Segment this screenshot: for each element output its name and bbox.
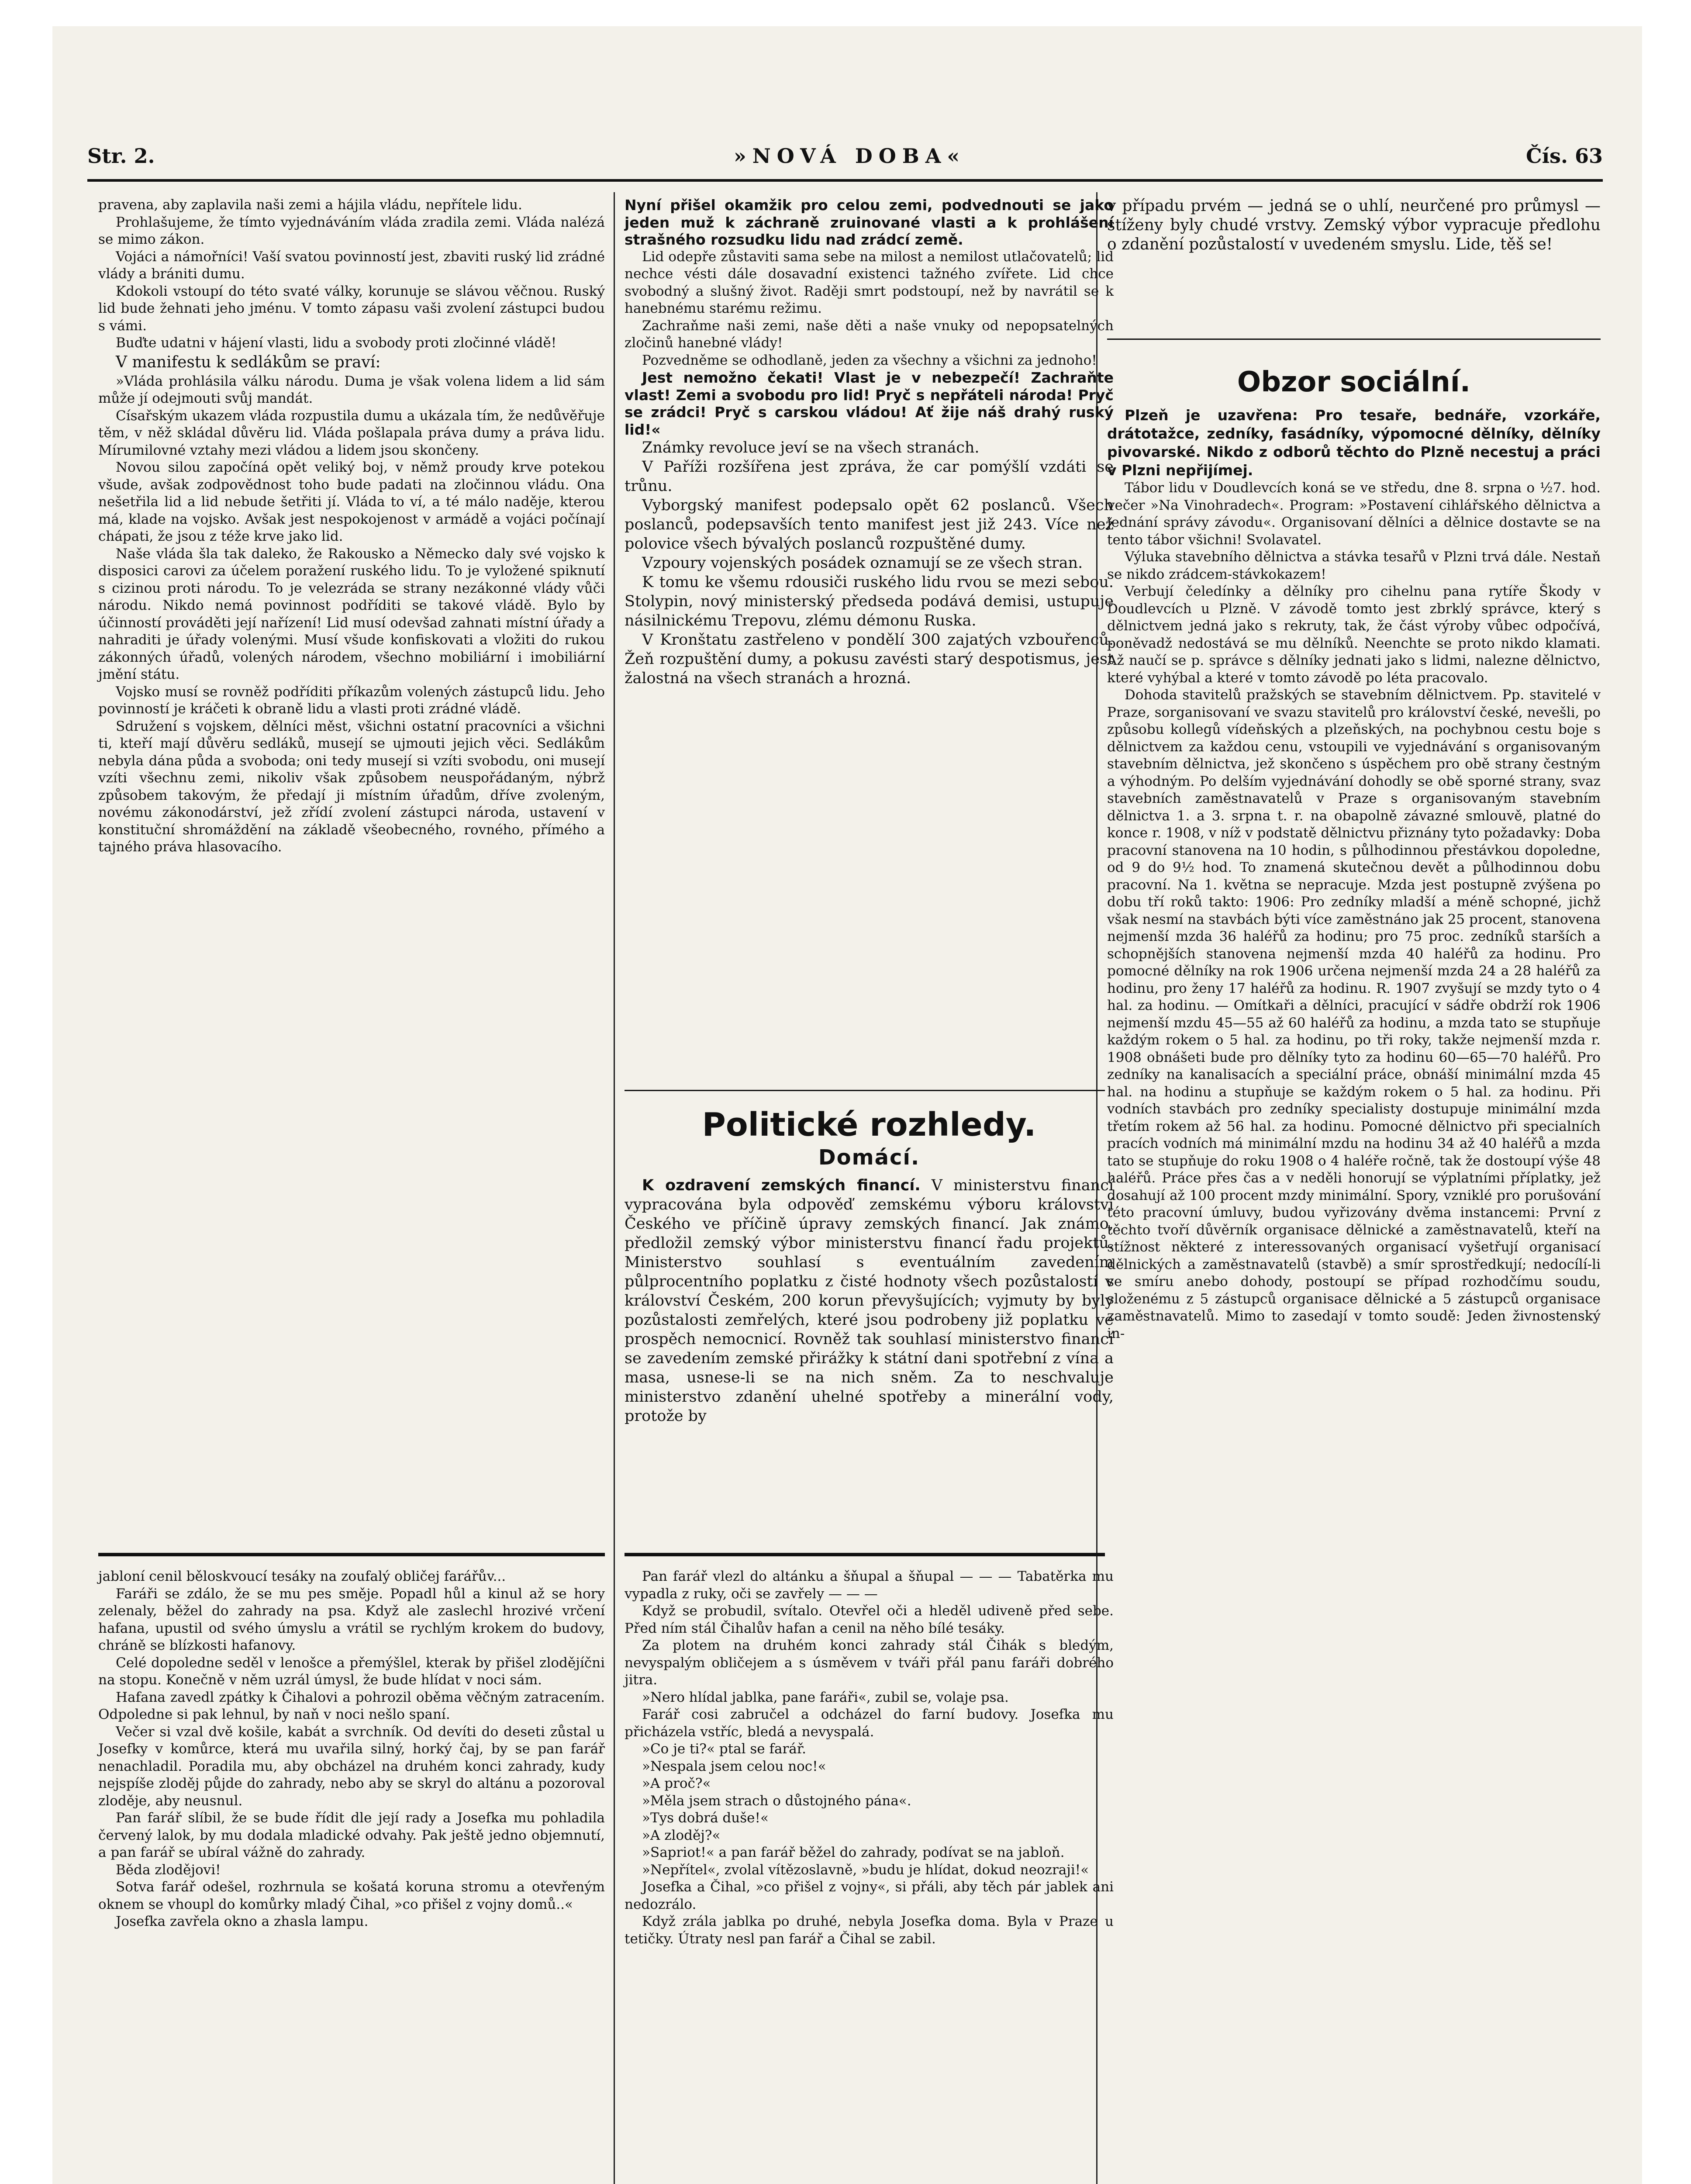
paragraph: Nyní přišel okamžik pro celou zemi, podvednouti se jako jeden muž k záchraně zruinované vlasti a k prohlášení strašného rozsudku lidu nad zrádcí země. — [625, 197, 1114, 248]
paragraph: jabloní cenil běloskvoucí tesáky na zoufalý obličej farářův... — [98, 1569, 506, 1584]
paragraph: v případu prvém — jedná se o uhlí, neurčené pro průmysl — stíženy byly chudé vrstvy. Zemský výbor vypracuje předlohu o zdanění pozůstalostí v uvedeném smyslu. Lide, těš se! — [1107, 197, 1601, 253]
paragraph: »Tys dobrá duše!« — [642, 1810, 769, 1826]
paragraph: Císařským ukazem vláda rozpustila dumu a ukázala tím, že nedůvěřuje těm, v něž skládal důvěru lid. Vláda pošlapala práva dumy a práva lidu. Mírumilovné vztahy mezi vládou a lidem jsou skončeny. — [98, 408, 605, 458]
article-manifesto-part1 — [98, 197, 605, 856]
paragraph: Vzpoury vojenských posádek oznamují se ze všech stran. — [642, 554, 1083, 572]
column-divider — [614, 192, 615, 2184]
paragraph: Když zrála jablka po druhé, nebyla Josefka doma. Byla v Praze u tetičky. Útraty nesl pan farář a Čihal se zabil. — [625, 1914, 1114, 1947]
header-rule — [87, 179, 1603, 182]
page-header — [87, 144, 1603, 175]
section-rule — [98, 1553, 605, 1556]
paragraph: »Nero hlídal jablka, pane faráři«, zubil se, volaje psa. — [642, 1689, 1009, 1705]
article-manifesto-part2 — [625, 197, 1114, 688]
paragraph: K tomu ke všemu rdousiči ruského lidu rvou se mezi sebou. Stolypin, nový ministerský předseda podává demisi, ustupuje násilnickému Trepovu, zlému démonu Ruska. — [625, 574, 1114, 629]
paragraph: pravena, aby zaplavila naši zemi a hájila vládu, nepřítele lidu. — [98, 197, 522, 213]
paragraph: Běda zlodějovi! — [116, 1862, 221, 1878]
paragraph: Vyborgský manifest podepsalo opět 62 poslanců. Všech poslanců, podepsavších tento manifest jest již 243. Více než polovice všech bývalých poslanců rozpuštěné dumy. — [625, 497, 1114, 553]
politics-lead: K ozdravení zemských financí. — [642, 1177, 921, 1194]
paragraph: Naše vláda šla tak daleko, že Rakousko a Německo daly své vojsko k disposici carovi za účelem poražení ruského lidu. To je vyložené spiknutí s cizinou proti národu. To je velezráda se strany nezákonné vlády vůči národu. Nikdo nemá povinnost podříditi se takové vládě. Bylo by účinností prováděti její nařízení! Lid musí odevšad zahnati místní úřady a nahraditi je úřady volenými. Musí všude konfiskovati a vložiti do rukou zákonných úřadů, volených národem, všechno mobiliární i imobiliární jmění státu. — [98, 546, 605, 682]
paragraph: »A proč?« — [642, 1776, 711, 1791]
paragraph: »Co je ti?« ptal se farář. — [642, 1741, 807, 1757]
paragraph: Celé dopoledne seděl v lenošce a přemýšlel, kterak by přišel zlodějíčni na stopu. Konečně v něm uzrál úmysl, že bude hlídat v noci sám. — [98, 1655, 605, 1688]
paragraph: Známky revoluce jeví se na všech stranách. — [642, 439, 980, 456]
feuilleton-part2 — [625, 1568, 1114, 1948]
paragraph: Vojsko musí se rovněž podříditi příkazům volených zástupců lidu. Jeho povinností je kráčeti k obraně lidu a vlasti proti zrádné vládě. — [98, 684, 605, 717]
paragraph: V Kronštatu zastřeleno v pondělí 300 zajatých vzbouřenců. Žeň rozpuštění dumy, a pokusu zavésti starý despotismus, jest žalostná na všech stranách a hrozná. — [625, 631, 1114, 687]
politics-section — [625, 1105, 1114, 1426]
social-title-block — [1107, 363, 1601, 402]
paragraph: Pan farář slíbil, že se bude řídit dle její rady a Josefka mu pohladila červený lalok, by mu dodala mladické odvahy. Pak ještě jedno objemnutí, a pan farář se ubíral vážně do zahrady. — [98, 1810, 605, 1860]
paragraph: Sotva farář odešel, rozhrnula se košatá koruna stromu a otevřeným oknem se vhoupl do komůrky mladý Čihal, »co přišel z vojny domů..« — [98, 1879, 605, 1912]
paragraph: Pozvedněme se odhodlaně, jeden za všechny a všichni za jednoho! — [642, 352, 1097, 368]
social-item: Tábor lidu v Doudlevcích koná se ve středu, dne 8. srpna o ½7. hod. večer »Na Vinohradech«. Program: »Postavení cihlářského dělnictva a jednání správy závodu«. Organisovaní dělníci a dělnice dostavte se na tento tábor všichni! Svolavatel. — [1107, 480, 1601, 548]
social-item: Verbují čeledínky a dělníky pro cihelnu pana rytíře Škody v Doudlevcích u Plzně. V závodě tomto jest zbrklý správce, který s dělnictvem jedná jako s rekruty, tak, že část výroby vůbec odpočívá, poněvadž nedostává se mu dělníků. Neenchte se proto nikdo klamati. Až naučí se p. správce s dělníky jednati jako s lidmi, nalezne dělnictvo, které vyhýbal a které v tomto závodě po léta pracovalo. — [1107, 584, 1601, 686]
paragraph: V manifestu k sedlákům se praví: — [116, 353, 381, 371]
paragraph: Za plotem na druhém konci zahrady stál Čihák s bledým, nevyspalým obličejem a s úsměvem v tváři přál panu faráři dobrého jitra. — [625, 1638, 1114, 1688]
feuilleton-part1 — [98, 1568, 605, 1931]
paragraph: Kdokoli vstoupí do této svaté války, korunuje se slávou věčnou. Ruský lid bude žehnati jeho jménu. V tomto zápasu vaši zvolení zástupci budou s vámi. — [98, 283, 605, 334]
section-rule — [1107, 339, 1601, 340]
paragraph: Vojáci a námořníci! Vaší svatou povinností jest, zbaviti ruský lid zrádné vlády a brániti dumu. — [98, 249, 605, 282]
paragraph: Večer si vzal dvě košile, kabát a svrchník. Od devíti do deseti zůstal u Josefky v komůrce, která mu uvařila silný, horký čaj, by se pan farář nenachladil. Poradila mu, aby obcházel na druhém konci zahrady, kudy nejspíše zloděj půjde do zahrady, nebo aby se skryl do altánu a pozoroval zloděje, aby neusnul. — [98, 1724, 605, 1809]
paragraph: »Vláda prohlásila válku národu. Duma je však volena lidem a lid sám může jí odejmouti svůj mandát. — [98, 373, 605, 406]
paragraph: Pan farář vlezl do altánku a šňupal a šňupal — — — Tabatěrka mu vypadla z ruky, oči se zavřely — — — — [625, 1569, 1114, 1602]
paragraph: Faráři se zdálo, že se mu pes směje. Popadl hůl a kinul až se hory zelenaly, běžel do zahrady na psa. Když ale zaslechl hrozivé vrčení hafana, upustil od svého úmyslu a vrátil se rychlým krokem do budovy, chráně se blízkosti hafanovy. — [98, 1586, 605, 1653]
paragraph: Zachraňme naši zemi, naše děti a naše vnuky od nepopsatelných zločinů hanebné vlády! — [625, 318, 1114, 351]
paragraph: Josefka a Čihal, »co přišel z vojny«, si přáli, aby těch pár jablek ani nedozrálo. — [625, 1879, 1114, 1912]
paragraph: »Nespala jsem celou noc!« — [642, 1758, 826, 1774]
paragraph: Buďte udatni v hájení vlasti, lidu a svobody proti zločinné vládě! — [116, 335, 557, 351]
section-rule — [625, 1090, 1105, 1091]
paragraph: »A zloděj?« — [642, 1827, 721, 1843]
paragraph: Farář cosi zabručel a odcházel do farní budovy. Josefka mu přicházela vstříc, bledá a nevyspalá. — [625, 1707, 1114, 1740]
paragraph: Sdružení s vojskem, dělníci měst, všichni ostatní pracovníci a všichni ti, kteří mají důvěru sedláků, musejí se ujmouti jejich věci. Sedlákům nebyla dána půda a svoboda; oni tedy musejí si vzíti svobodu, oni musejí vzíti všechnu zemi, nikoliv však způsobem neuspořádaným, nýbrž způsobem takovým, že předají ji místním úřadům, dříve zvoleným, novému zákonodárství, jež zřídí zvolení zástupci národa, ustavení v konstituční shromáždění na základě všeobecného, rovného, přímého a tajného práva hlasovacího. — [98, 718, 605, 855]
paragraph: »Nepřítel«, zvolal vítězoslavně, »budu je hlídat, dokud neozraji!« — [642, 1862, 1089, 1878]
paragraph: Lid odepře zůstaviti sama sebe na milost a nemilost utlačovatelů; lid nechce vésti dále dosavadní existenci tažného zvířete. Lid chce svobodný a slušný život. Raději smrt podstoupí, než by navrátil se k hanebnému starému režimu. — [625, 249, 1114, 316]
paragraph: Jest nemožno čekati! Vlast je v nebezpečí! Zachraňte vlast! Zemi a svobodu pro lid! Pryč s nepřáteli národa! Pryč se zrádci! Pryč s carskou vládou! Ať žije náš drahý ruský lid!« — [625, 369, 1114, 438]
paragraph: V Paříži rozšířena jest zpráva, že car pomýšlí vzdáti se trůnu. — [625, 458, 1114, 495]
page-number: Str. 2. — [87, 144, 155, 168]
politics-text: V ministerstvu financí vypracována byla odpověď zemskému výboru království Českého ve příčině úpravy zemských financí. Jak známo, předložil zemský výbor ministerstvu financí řadu projektů. Ministerstvo souhlasí s eventuálním zavedením půlprocentního poplatku z čisté hodnoty všech pozůstalostí v království Českém, 200 korun převyšujících; vyjmuty by byly pozůstalosti zemřelých, které jsou podrobeny již poplatku ve prospěch nemocnicí. Rovněž tak souhlasí ministerstvo financí se zavedením zemské přirážky k státní dani spotřební z vína a masa, usnese-li se na nich sněm. Za to neschvaluje ministerstvo zdanění uhelné spotřeby a minerální vody, protože by — [625, 1177, 1114, 1425]
social-item: Plzeň je uzavřena: Pro tesaře, bednáře, vzorkáře, drátotažce, zedníky, fasádníky, výpomocné dělníky, dělníky pivovarské. Nikdo z odborů těchto do Plzně necestuj a práci v Plzni nepřijímej. — [1107, 407, 1601, 479]
paragraph: Josefka zavřela okno a zhasla lampu. — [116, 1914, 369, 1929]
paragraph: »Měla jsem strach o důstojného pána«. — [642, 1793, 911, 1809]
section-rule — [625, 1553, 1105, 1556]
paragraph: »Sapriot!« a pan farář běžel do zahrady, podívat se na jabloň. — [642, 1845, 1065, 1860]
politics-continuation — [1107, 197, 1601, 254]
social-title: Obzor sociální. — [1237, 366, 1471, 398]
paragraph: Když se probudil, svítalo. Otevřel oči a hleděl udiveně před sebe. Před ním stál Čihalův hafan a cenil na něho bílé tesáky. — [625, 1603, 1114, 1636]
politics-title: Politické rozhledy. — [702, 1106, 1036, 1144]
politics-paragraph — [625, 1176, 1114, 1426]
politics-subtitle: Domácí. — [818, 1145, 920, 1170]
paragraph: Prohlašujeme, že tímto vyjednáváním vláda zradila zemi. Vláda nalézá se mimo zákon. — [98, 214, 605, 247]
paragraph: Novou silou započíná opět veliký boj, v němž proudy krve potekou všude, avšak zodpovědnost toho bude padati na zločinnou vládu. Ona nešetřila lid a lid nebude šetřiti jí. Vláda to ví, a té málo naděje, kterou má, klade na vojsko. Avšak jest nespokojenost v armádě a vojáci počínají chápati, že jsou z téže krve jako lid. — [98, 460, 605, 544]
social-item: Výluka stavebního dělnictva a stávka tesařů v Plzni trvá dále. Nestaň se nikdo zrádcem-stávkokazem! — [1107, 549, 1601, 582]
social-section — [1107, 406, 1601, 1342]
social-item: Dohoda stavitelů pražských se stavebním dělnictvem. Pp. stavitelé v Praze, sorganisovaní ve svazu stavitelů pro království české, nevešli, po způsobu kollegů vídeňských a plzeňských, na pochybnou cestu boje s dělnictvem za každou cenu, vstoupili ve vyjednávání s organisovaným stavebním dělnictva, jež skončeno s úspěchem pro obě strany čestným a výhodným. Po delším vyjednávání dohodly se obě sporné strany, svaz stavebních zaměstnavatelů v Praze s organisovaným stavebním dělnictva 1. a 3. srpna t. r. na obapolně závazné smlouvě, platné do konce r. 1908, v níž v podstatě dělnictvu přiznány tyto požadavky: Doba pracovní stanovena na 10 hodin, s půlhodinnou přestávkou dopoledne, od 9 do 9½ hod. To znamená skutečnou devět a půlhodinnou dobu pracovní. Na 1. května se nepracuje. Mzda jest postupně zvýšena po dobu tří roků takto: 1906: Pro zedníky mladší a méně schopné, jichž však nesmí na stavbách býti více zaměstnáno jak 25 procent, stanovena nejmenší mzda 36 haléřů za hodinu; pro 75 proc. zedníků starších a schopnějších stanovena nejmenší mzda 40 haléřů za hodinu. Pro pomocné dělníky na rok 1906 určena nejmenší mzda 24 a 28 haléřů za hodinu, pro ženy 17 haléřů za hodinu. R. 1907 zvyšují se mzdy tyto o 4 hal. za hodinu. — Omítkaři a dělníci, pracující v sádře obdrží rok 1906 nejmenší mzdu 45—55 až 60 haléřů za hodinu, a mzda tato se stupňuje každým rokem o 5 hal. za hodinu, po tři roky, takže nejmenší mzda r. 1908 obnášeti bude pro dělníky tyto za hodinu 60—65—70 haléřů. Pro zedníky na kanalisacích a speciální práce, obnáší minimální mzda 45 hal. na hodinu a stupňuje se každým rokem o 5 hal. za hodinu. Při vodních stavbách pro zedníky specialisty dostupuje minimální mzda třetím rokem až 56 hal. za hodinu. Pomocné dělnictvo při specialních pracích vodních má minimální mzdu na hodinu 34 až 40 haléřů a mzda tato se stupňuje do roku 1908 o 4 haléře ročně, tak že dostoupí výše 48 haléřů. Práce přes čas a v neděli honorují se výplatními příplatky, jež dosahují až 100 procent mzdy minimální. Spory, vzniklé pro porušování této pracovní úmluvy, budou vyřizovány dvěma instancemi: První z těchto tvoří důvěrník organisace dělnické a zaměstnavatelů, kteří na stížnost některé z interessovaných organisací vyšetřují organisací dělnických a zaměstnavatelů (stavbě) a smír sprostředkují; nedocílí-li se smíru anebo dohody, postoupí se případ rozhodčímu soudu, složenému z 5 zástupců organisace dělnické a 5 zástupců organisace zaměstnavatelů. Mimo to zasedají v tomto soudě: Jeden živnostenský in- — [1107, 687, 1601, 1341]
paper-name: »NOVÁ DOBA« — [734, 144, 966, 168]
issue-number: Čís. 63 — [1525, 144, 1603, 168]
paragraph: Hafana zavedl zpátky k Čihalovi a pohrozil oběma věčným zatracením. Odpoledne si pak lehnul, by naň v noci nešlo spaní. — [98, 1689, 605, 1722]
